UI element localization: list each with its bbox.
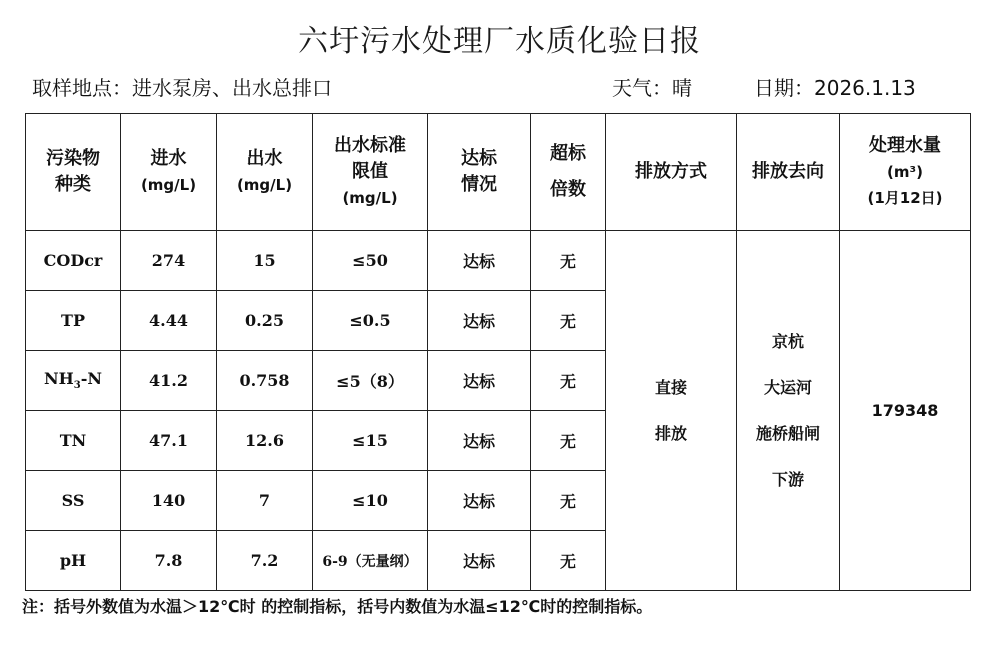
footnote: 注：括号外数值为水温＞12℃时 的控制指标，括号内数值为水温≤12℃时的控制指标。 [22,597,653,616]
pollutant-name: SS [26,471,121,531]
pollutant-name: CODcr [26,231,121,291]
exceed-value: 无 [531,291,606,351]
exceed-value: 无 [531,231,606,291]
outflow-value: 0.25 [217,291,313,351]
status-value: 达标 [428,231,531,291]
inflow-value: 41.2 [121,351,217,411]
limit-value: ≤5（8） [313,351,428,411]
pollutant-name: $NH_3-N$ [26,351,121,411]
table-row [26,231,971,291]
pollutant-name: pH [26,531,121,591]
status-value: 达标 [428,291,531,351]
header-destination: 排放去向 [737,114,840,231]
pollutant-name: TN [26,411,121,471]
header-method: 排放方式 [606,114,737,231]
outflow-value: 7.2 [217,531,313,591]
status-value: 达标 [428,351,531,411]
status-value: 达标 [428,471,531,531]
inflow-value: 4.44 [121,291,217,351]
exceed-value: 无 [531,351,606,411]
report-date: 日期：2026.1.13 [754,76,916,100]
header-limit: 出水标准 限值 (mg/L) [313,114,428,231]
discharge-destination: 京杭 大运河 施桥船闸 下游 [737,231,840,591]
pollutant-name: TP [26,291,121,351]
exceed-value: 无 [531,471,606,531]
header-inflow: 进水 (mg/L) [121,114,217,231]
header-row [26,114,971,231]
outflow-value: 0.758 [217,351,313,411]
discharge-method: 直接 排放 [606,231,737,591]
limit-value: ≤15 [313,411,428,471]
limit-value: ≤50 [313,231,428,291]
report-title: 六圩污水处理厂水质化验日报 [298,24,701,59]
inflow-value: 47.1 [121,411,217,471]
header-status: 达标 情况 [428,114,531,231]
status-value: 达标 [428,531,531,591]
status-value: 达标 [428,411,531,471]
header-exceed: 超标 倍数 [531,114,606,231]
weather: 天气：晴 [612,76,692,100]
outflow-value: 15 [217,231,313,291]
outflow-value: 7 [217,471,313,531]
limit-value: ≤0.5 [313,291,428,351]
inflow-value: 274 [121,231,217,291]
inflow-value: 140 [121,471,217,531]
exceed-value: 无 [531,411,606,471]
header-outflow: 出水 (mg/L) [217,114,313,231]
inflow-value: 7.8 [121,531,217,591]
limit-value: 6-9（无量纲） [313,531,428,591]
header-pollutant: 污染物 种类 [26,114,121,231]
sampling-location: 取样地点：进水泵房、出水总排口 [32,76,332,100]
header-volume: 处理水量 (m³) (1月12日) [840,114,971,231]
water-quality-table [25,113,971,591]
exceed-value: 无 [531,531,606,591]
treated-volume: 179348 [840,231,971,591]
outflow-value: 12.6 [217,411,313,471]
limit-value: ≤10 [313,471,428,531]
